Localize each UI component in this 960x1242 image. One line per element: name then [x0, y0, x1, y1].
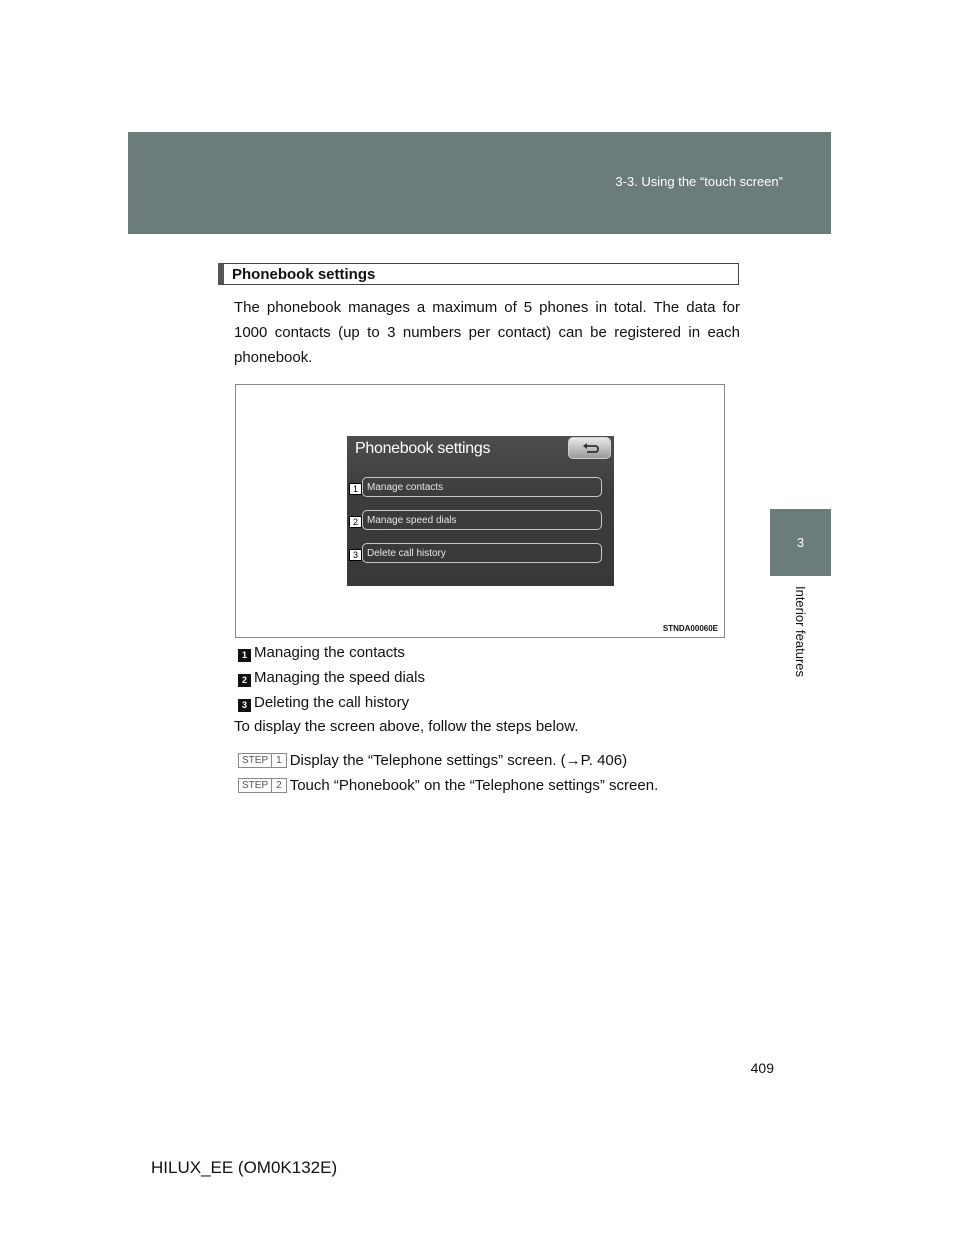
callout-2: 2 — [349, 516, 362, 528]
followup-text: To display the screen above, follow the steps below. — [234, 718, 579, 735]
callout-1: 1 — [349, 483, 362, 495]
screen-figure — [235, 384, 725, 638]
legend-item — [238, 644, 405, 662]
legend-item — [238, 669, 425, 687]
step-text: Display the “Telephone settings” screen. (→P. 406) — [289, 752, 628, 769]
legend-item — [238, 694, 409, 712]
section-title: 3-3. Using the “touch screen” — [615, 174, 783, 189]
callout-3: 3 — [349, 549, 362, 561]
legend-text: Managing the contacts — [254, 644, 405, 661]
figure-id: STNDA00060E — [662, 624, 718, 633]
header-band — [128, 132, 831, 234]
manage-contacts-button[interactable]: Manage contacts — [362, 477, 602, 497]
manage-speed-dials-button[interactable]: Manage speed dials — [362, 510, 602, 530]
step-label: STEP — [239, 779, 272, 792]
back-button[interactable] — [568, 437, 611, 459]
return-arrow-icon — [580, 442, 600, 454]
step-text: Touch “Phonebook” on the “Telephone settings” screen. — [289, 777, 659, 794]
step-row — [238, 752, 627, 769]
step-number: 1 — [276, 755, 282, 766]
legend-number: 1 — [238, 649, 251, 662]
chapter-tab-title: Interior features — [793, 585, 809, 677]
legend-number: 2 — [238, 674, 251, 687]
step-badge — [238, 778, 287, 793]
step-label: STEP — [239, 754, 272, 767]
section-heading: Phonebook settings — [218, 263, 739, 285]
page-number: 409 — [750, 1060, 774, 1076]
step-row — [238, 777, 658, 794]
screen-title: Phonebook settings — [355, 440, 491, 457]
footer-code: HILUX_EE (OM0K132E) — [151, 1158, 338, 1177]
touch-screen — [347, 436, 614, 586]
step-number: 2 — [276, 780, 282, 791]
delete-call-history-button[interactable]: Delete call history — [362, 543, 602, 563]
chapter-tab-number: 3 — [770, 509, 831, 576]
legend-text: Managing the speed dials — [254, 669, 425, 686]
chapter-tab — [770, 576, 831, 686]
legend-number: 3 — [238, 699, 251, 712]
legend-text: Deleting the call history — [254, 694, 410, 711]
step-badge — [238, 753, 287, 768]
intro-paragraph: The phonebook manages a maximum of 5 phones in total. The data for 1000 contacts (up to 3 numbers per contact) can be registered in each phonebook. — [234, 299, 740, 366]
